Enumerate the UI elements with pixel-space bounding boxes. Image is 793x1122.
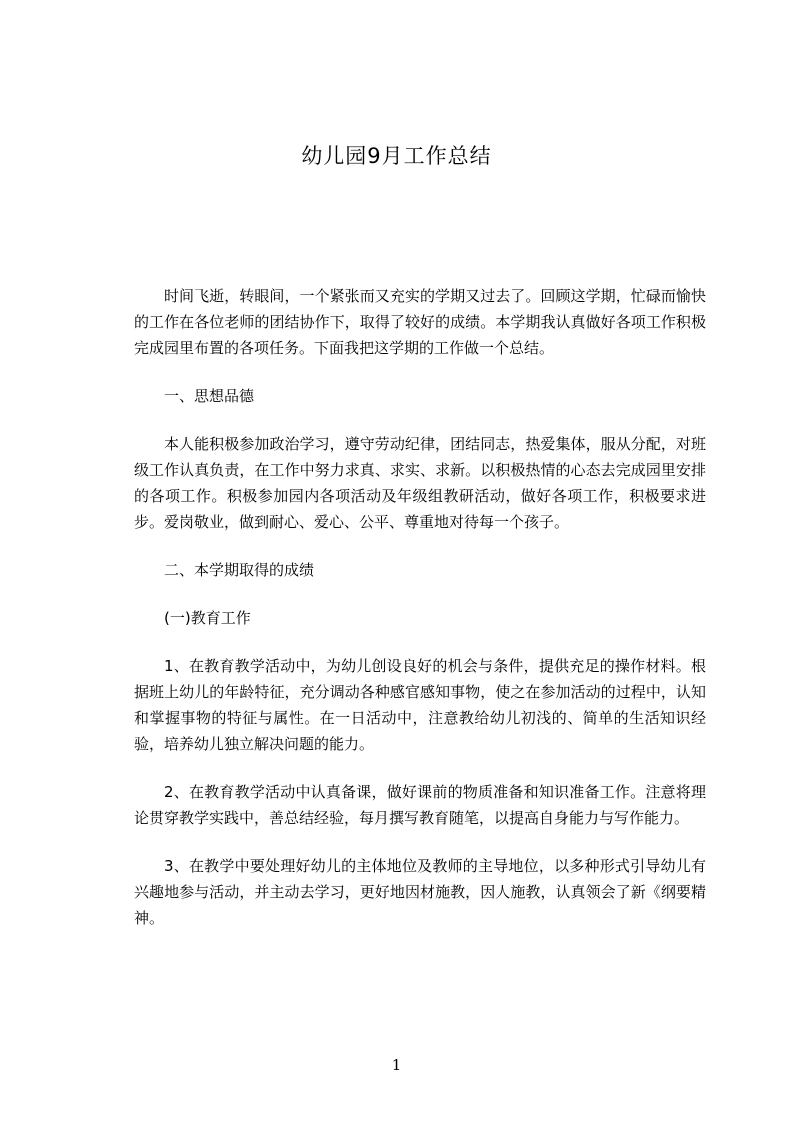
section-heading-achievements: 二、本学期取得的成绩	[164, 561, 315, 579]
subsection-heading-education: (一)教育工作	[164, 609, 251, 627]
paragraph-gap	[134, 409, 706, 431]
paragraph-gap	[134, 631, 706, 653]
list-item-2: 2、在教育教学活动中认真备课，做好课前的物质准备和知识准备工作。注意将理论贯穿教学实践中，善总结经验，每月撰写教育随笔，以提高自身能力与写作能力。	[134, 783, 706, 827]
document-body	[134, 283, 706, 931]
paragraph-gap	[134, 757, 706, 779]
paragraph-gap	[134, 831, 706, 853]
list-item-3: 3、在教学中要处理好幼儿的主体地位及教师的主导地位，以多种形式引导幼儿有兴趣地参与活动，并主动去学习，更好地因材施教，因人施教，认真领会了新《纲要精神。	[134, 857, 706, 927]
section-heading-ideology: 一、思想品德	[164, 387, 255, 405]
page-number: 1	[391, 1056, 402, 1074]
document-title: 幼儿园9月工作总结	[301, 144, 492, 168]
paragraph-gap	[134, 535, 706, 557]
paragraph-gap	[134, 361, 706, 383]
intro-paragraph: 时间飞逝，转眼间，一个紧张而又充实的学期又过去了。回顾这学期，忙碌而愉快的工作在各位老师的团结协作下，取得了较好的成绩。本学期我认真做好各项工作积极完成园里布置的各项任务。下面我把这学期的工作做一个总结。	[134, 287, 706, 357]
section-paragraph-ideology: 本人能积极参加政治学习，遵守劳动纪律，团结同志，热爱集体，服从分配，对班级工作认真负责，在工作中努力求真、求实、求新。以积极热情的心态去完成园里安排的各项工作。积极参加园内各项活动及年级组教研活动，做好各项工作，积极要求进步。爱岗敬业，做到耐心、爱心、公平、尊重地对待每一个孩子。	[134, 435, 706, 531]
list-item-1: 1、在教育教学活动中，为幼儿创设良好的机会与条件，提供充足的操作材料。根据班上幼儿的年龄特征，充分调动各种感官感知事物，使之在参加活动的过程中，认知和掌握事物的特征与属性。在一日活动中，注意教给幼儿初浅的、简单的生活知识经验，培养幼儿独立解决问题的能力。	[134, 657, 706, 753]
paragraph-gap	[134, 583, 706, 605]
